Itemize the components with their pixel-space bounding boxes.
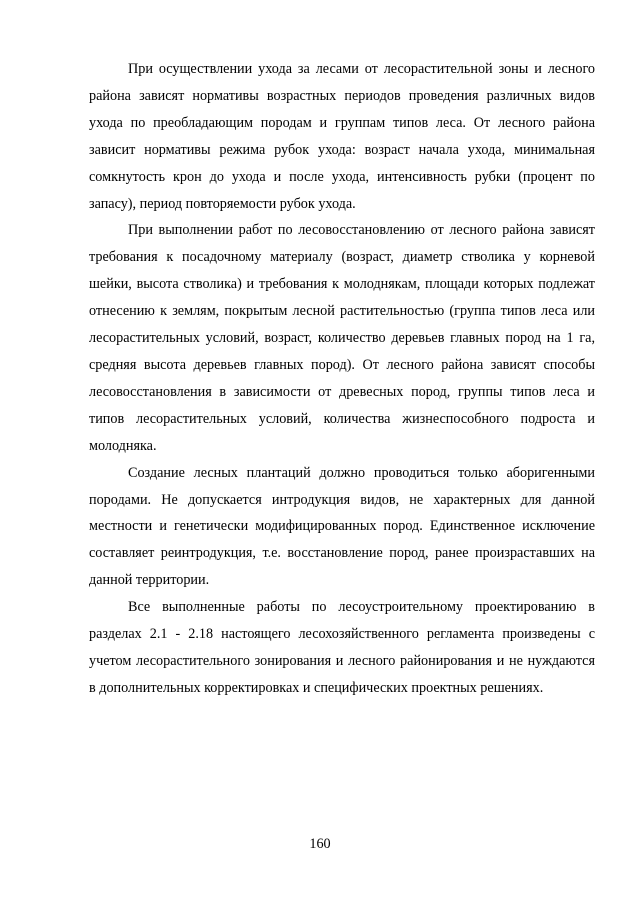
paragraph-plantations: Создание лесных плантаций должно проводиться только аборигенными породами. Не допускается интродукция видов, не характерных для данной местности и генетически модифицированных пород. Единственное исключение составляет реинтродукция, т.е. восстановление пород, ранее произраставших на данной территории.	[89, 464, 595, 589]
paragraph-forest-care: При осуществлении ухода за лесами от лесорастительной зоны и лесного района зависят нормативы возрастных периодов проведения различных видов ухода по преобладающим породам и группам типов леса. От лесного района зависит нормативы режима рубок ухода: возраст начала ухода, минимальная сомкнутость крон до ухода и после ухода, интенсивность рубки (процент по запасу), период повторяемости рубок ухода.	[89, 61, 595, 212]
body-text	[89, 56, 595, 702]
page-number: 160	[309, 836, 331, 852]
paragraph-conclusion: Все выполненные работы по лесоустроительному проектированию в разделах 2.1 - 2.18 настоящего лесохозяйственного регламента произведены с учетом лесорастительного зонирования и лесного районирования и не нуждаются в дополнительных корректировках и специфических проектных решениях.	[89, 599, 595, 696]
paragraph-reforestation: При выполнении работ по лесовосстановлению от лесного района зависят требования к посадочному материалу (возраст, диаметр стволика у корневой шейки, высота стволика) и требования к молоднякам, площади которых подлежат отнесению к землям, покрытым лесной растительностью (группа типов леса или лесорастительных условий, возраст, количество деревьев главных пород на 1 га, средняя высота деревьев главных пород). От лесного района зависят способы лесовосстановления в зависимости от древесных пород, группы типов леса и типов лесорастительных условий, количества жизнеспособного подроста и молодняка.	[89, 222, 595, 454]
